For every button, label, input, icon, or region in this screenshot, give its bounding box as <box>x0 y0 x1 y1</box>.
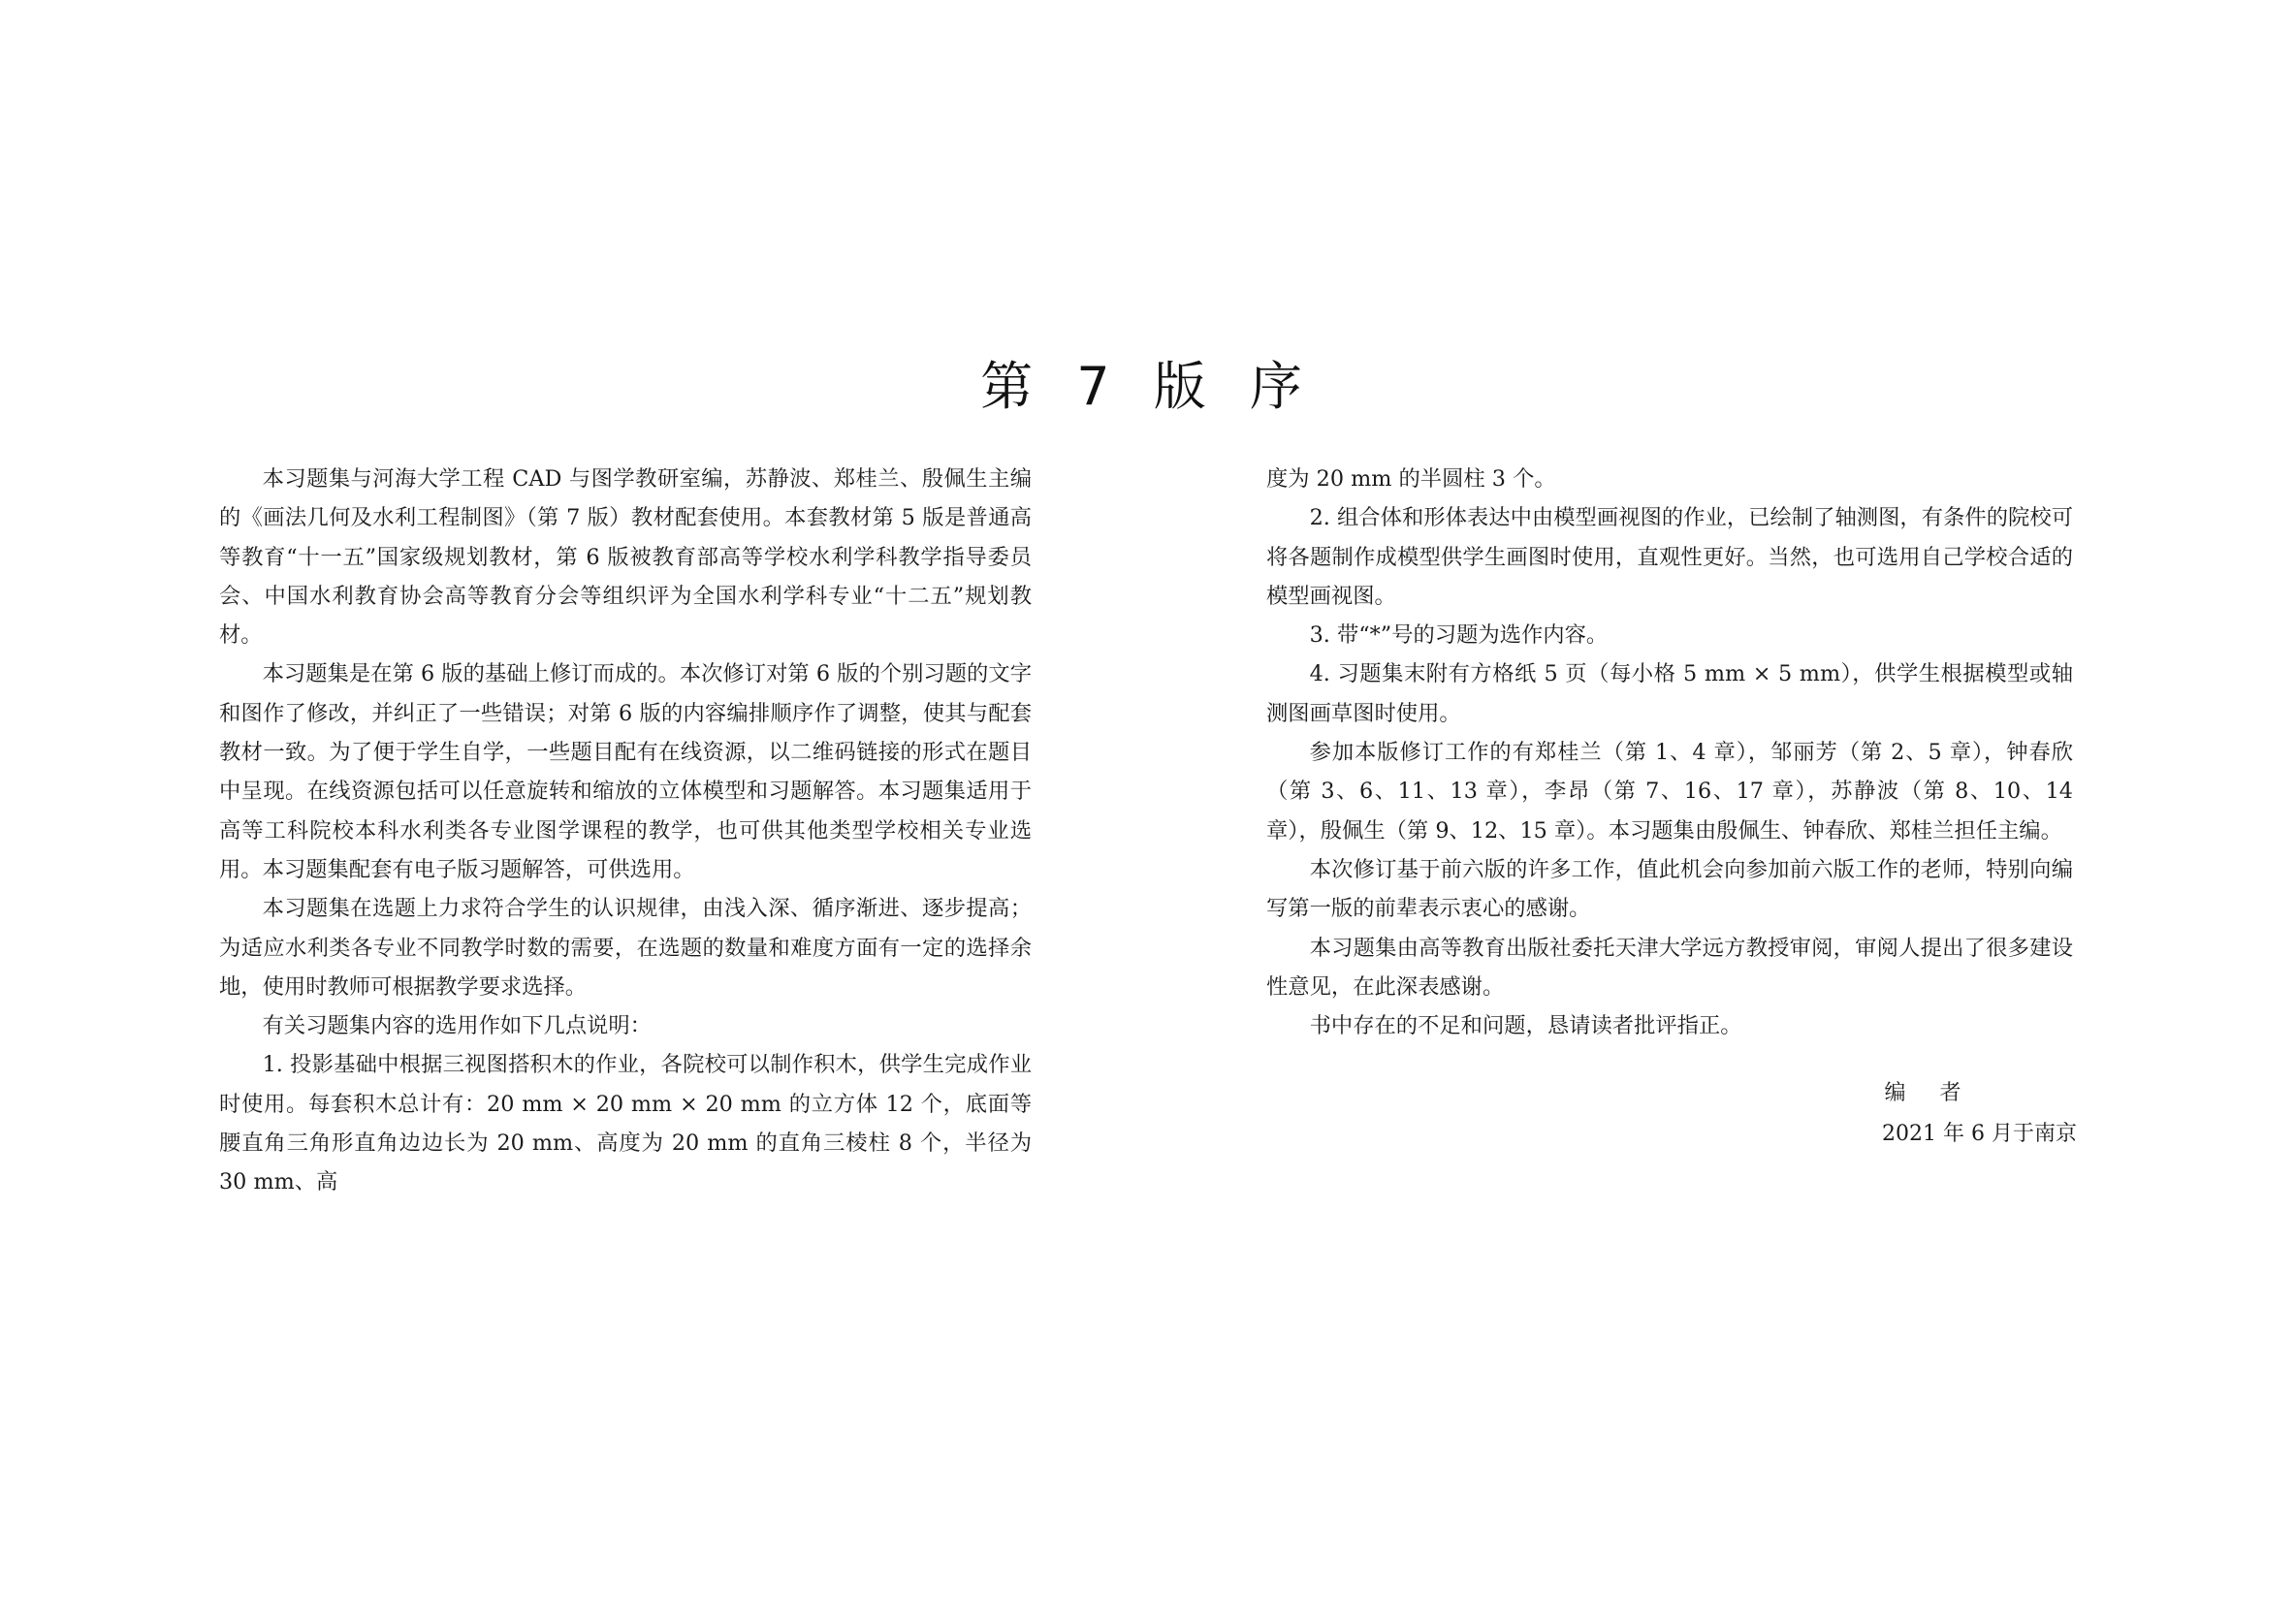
paragraph: 本习题集是在第 6 版的基础上修订而成的。本次修订对第 6 版的个别习题的文字和图作了修改，并纠正了一些错误；对第 6 版的内容编排顺序作了调整，使其与配套教材一致。为了便于学生自学，一些题目配有在线资源，以二维码链接的形式在题目中呈现。在线资源包括可以任意旋转和缩放的立体模型和习题解答。本习题集适用于高等工科院校本科水利类各专业图学课程的教学，也可供其他类型学校相关专业选用。本习题集配套有电子版习题解答，可供选用。 <box>219 661 1032 882</box>
paragraph: 2. 组合体和形体表达中由模型画视图的作业，已绘制了轴测图，有条件的院校可将各题制作成模型供学生画图时使用，直观性更好。当然，也可选用自己学校合适的模型画视图。 <box>1266 505 2073 609</box>
paragraph: 1. 投影基础中根据三视图搭积木的作业，各院校可以制作积木，供学生完成作业时使用。每套积木总计有：20 mm × 20 mm × 20 mm 的立方体 12 个，底面等腰直角三角形直角边边长为 20 mm、高度为 20 mm 的直角三棱柱 8 个，半径为 30 mm、高 <box>219 1052 1032 1195</box>
paragraph-continuation: 度为 20 mm 的半圆柱 3 个。 <box>1266 466 1556 492</box>
signature-author: 编 者 <box>1884 1081 1975 1105</box>
paragraph: 本习题集与河海大学工程 CAD 与图学教研室编，苏静波、郑桂兰、殷佩生主编的《画法几何及水利工程制图》（第 7 版）教材配套使用。本套教材第 5 版是普通高等教育“十一五”国家级规划教材，第 6 版被教育部高等学校水利学科教学指导委员会、中国水利教育协会高等教育分会等组织评为全国水利学科专业“十二五”规划教材。 <box>219 466 1032 649</box>
right-column <box>1266 460 2073 1045</box>
paragraph: 本习题集由高等教育出版社委托天津大学远方教授审阅，审阅人提出了很多建设性意见，在此深表感谢。 <box>1266 935 2073 1000</box>
paragraph: 本次修订基于前六版的许多工作，值此机会向参加前六版工作的老师，特别向编写第一版的前辈表示衷心的感谢。 <box>1266 856 2073 922</box>
paragraph: 书中存在的不足和问题，恳请读者批评指正。 <box>1309 1013 1742 1039</box>
page-title: 第 7 版 序 <box>980 356 1316 418</box>
signature-date: 2021 年 6 月于南京 <box>1882 1122 2077 1146</box>
paragraph: 参加本版修订工作的有郑桂兰（第 1、4 章），邹丽芳（第 2、5 章），钟春欣（第 3、6、11、13 章），李昂（第 7、16、17 章），苏静波（第 8、10、14 章），殷佩生（第 9、12、15 章）。本习题集由殷佩生、钟春欣、郑桂兰担任主编。 <box>1266 740 2073 844</box>
paragraph: 有关习题集内容的选用作如下几点说明： <box>262 1013 652 1039</box>
left-column <box>219 460 1032 1202</box>
paragraph: 4. 习题集末附有方格纸 5 页（每小格 5 mm × 5 mm），供学生根据模型或轴测图画草图时使用。 <box>1266 661 2073 726</box>
paragraph: 3. 带“*”号的习题为选作内容。 <box>1309 622 1609 649</box>
paragraph: 本习题集在选题上力求符合学生的认识规律，由浅入深、循序渐进、逐步提高；为适应水利类各专业不同教学时数的需要，在选题的数量和难度方面有一定的选择余地，使用时教师可根据教学要求选择。 <box>219 896 1032 1000</box>
